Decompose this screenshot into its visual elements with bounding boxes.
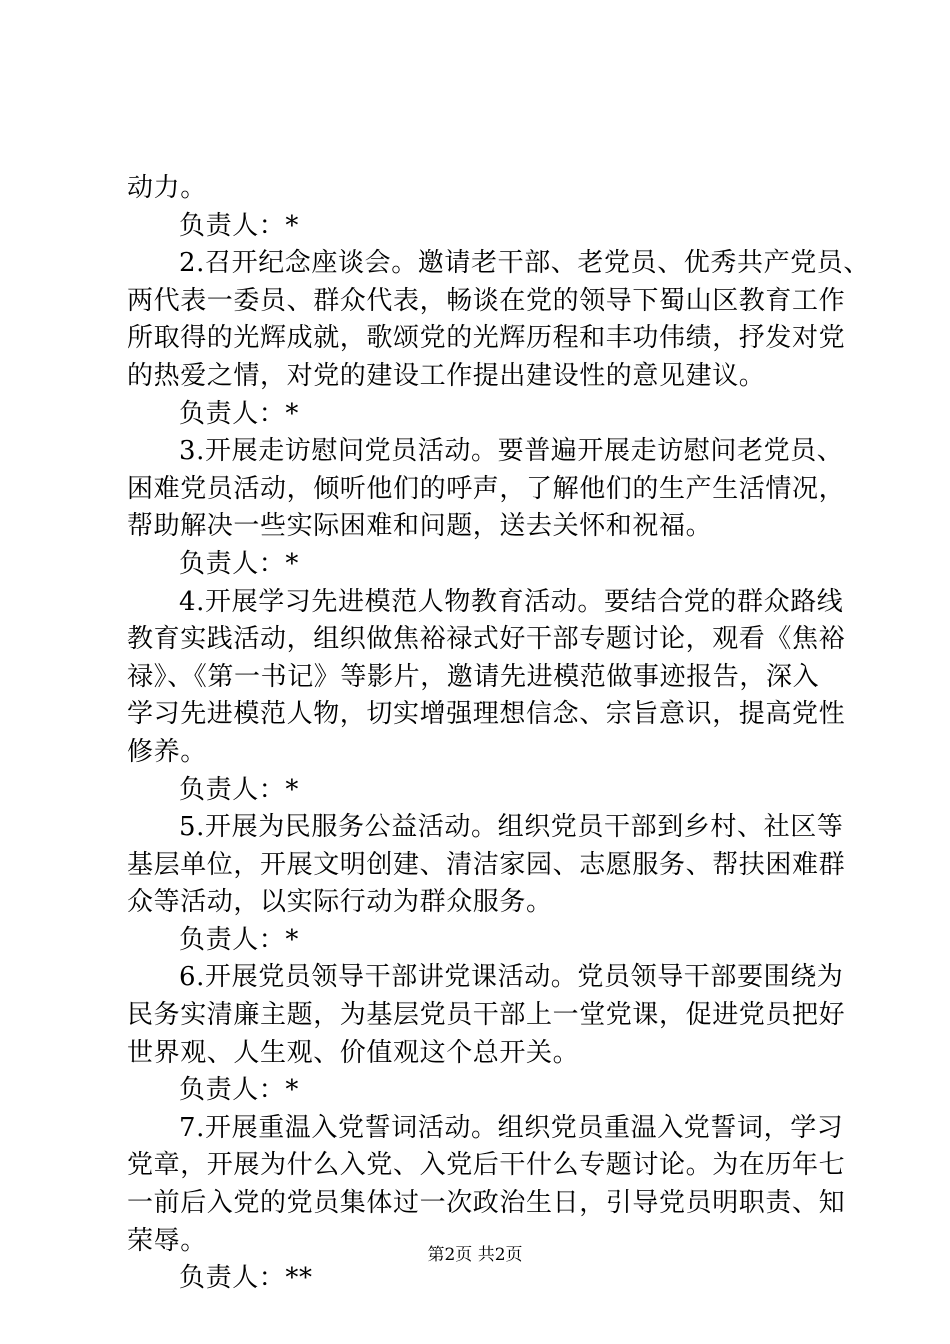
item-heading-line: 7.开展重温入党誓词活动。组织党员重温入党誓词，学习 xyxy=(179,1112,844,1143)
responsible-person-line: 负责人：* xyxy=(179,924,300,955)
responsible-person-line: 负责人：* xyxy=(179,398,300,429)
paragraph-line: 两代表一委员、群众代表，畅谈在党的领导下蜀山区教育工作 xyxy=(127,285,846,316)
responsible-person-line: 负责人：* xyxy=(179,774,300,805)
item-heading-line: 2.召开纪念座谈会。邀请老干部、老党员、优秀共产党员、 xyxy=(179,248,871,279)
responsible-person-line: 负责人：* xyxy=(179,210,300,241)
paragraph-line: 民务实清廉主题，为基层党员干部上一堂党课，促进党员把好 xyxy=(127,1000,846,1031)
item-heading-line: 5.开展为民服务公益活动。组织党员干部到乡村、社区等 xyxy=(179,812,844,843)
item-heading-line: 3.开展走访慰问党员活动。要普遍开展走访慰问老党员、 xyxy=(179,436,844,467)
paragraph-line: 党章，开展为什么入党、入党后干什么专题讨论。为在历年七 xyxy=(127,1150,846,1181)
paragraph-line: 帮助解决一些实际困难和问题，送去关怀和祝福。 xyxy=(127,511,713,542)
item-heading-line: 4.开展学习先进模范人物教育活动。要结合党的群众路线 xyxy=(179,586,844,617)
responsible-person-line: 负责人：** xyxy=(179,1263,313,1294)
responsible-person-line: 负责人：* xyxy=(179,1075,300,1106)
paragraph-line: 的热爱之情，对党的建设工作提出建设性的意见建议。 xyxy=(127,360,766,391)
document-body xyxy=(127,170,871,1298)
paragraph-line: 一前后入党的党员集体过一次政治生日，引导党员明职责、知 xyxy=(127,1188,846,1219)
page-number-footer: 第2页 共2页 xyxy=(427,1245,523,1265)
responsible-person-line: 负责人：* xyxy=(179,548,300,579)
paragraph-line: 世界观、人生观、价值观这个总开关。 xyxy=(127,1037,580,1068)
paragraph-line: 修养。 xyxy=(127,736,207,767)
paragraph-line: 教育实践活动，组织做焦裕禄式好干部专题讨论，观看《焦裕 xyxy=(127,624,846,655)
paragraph-line: 所取得的光辉成就，歌颂党的光辉历程和丰功伟绩，抒发对党 xyxy=(127,323,846,354)
paragraph-line: 基层单位，开展文明创建、清洁家园、志愿服务、帮扶困难群 xyxy=(127,849,846,880)
item-heading-line: 6.开展党员领导干部讲党课活动。党员领导干部要围绕为 xyxy=(179,962,844,993)
paragraph-line: 学习先进模范人物，切实增强理想信念、宗旨意识，提高党性 xyxy=(127,699,846,730)
paragraph-line: 荣辱。 xyxy=(127,1225,207,1256)
paragraph-line: 禄》、《第一书记》等影片，邀请先进模范做事迹报告，深入 xyxy=(127,661,820,692)
paragraph-line: 动力。 xyxy=(127,173,207,203)
paragraph-line: 困难党员活动，倾听他们的呼声，了解他们的生产生活情况， xyxy=(127,473,846,504)
paragraph-line: 众等活动，以实际行动为群众服务。 xyxy=(127,887,553,918)
